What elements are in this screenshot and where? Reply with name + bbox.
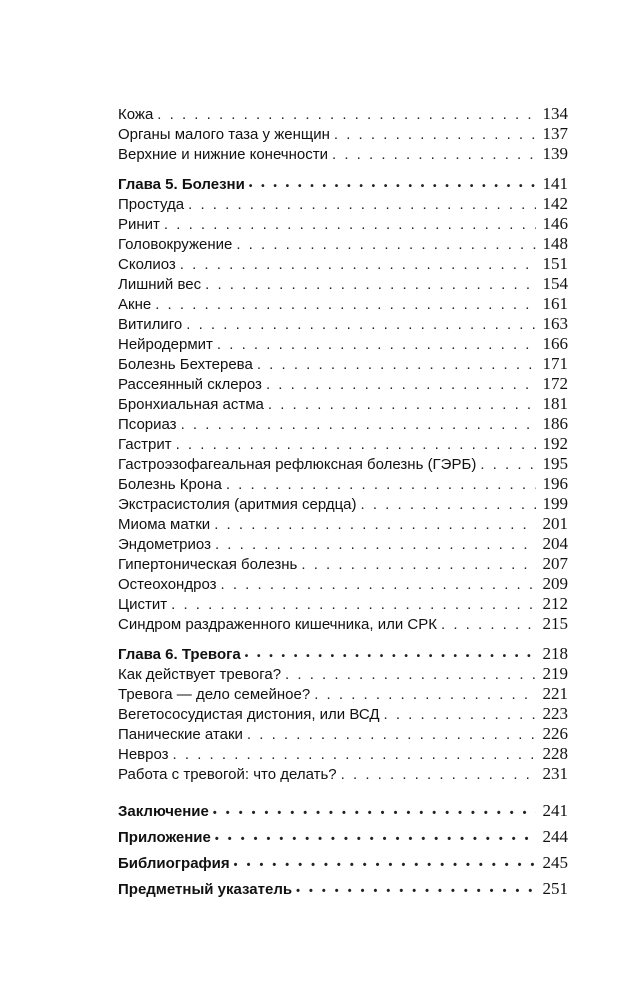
toc-entry[interactable]	[118, 214, 568, 234]
toc-entry[interactable]	[118, 414, 568, 434]
toc-entry-page: 166	[542, 334, 568, 353]
toc-entry[interactable]	[118, 124, 568, 144]
toc-entry[interactable]	[118, 744, 568, 764]
toc-entry-title: Остеохондроз	[118, 576, 217, 593]
toc-entry[interactable]	[118, 374, 568, 394]
toc-entry[interactable]	[118, 194, 568, 214]
toc-entry[interactable]	[118, 724, 568, 744]
toc-entry[interactable]	[118, 574, 568, 594]
chapter-title: Глава 5. Болезни	[118, 176, 245, 193]
spacer	[118, 634, 568, 644]
toc-entry-page: 215	[542, 614, 568, 633]
dot-leader	[268, 395, 536, 415]
toc-entry-title: Головокружение	[118, 236, 233, 253]
toc-entry-title: Акне	[118, 296, 152, 313]
toc-entry-page: 139	[542, 144, 568, 163]
toc-entry-title: Экстрасистолия (аритмия сердца)	[118, 496, 357, 513]
toc-entry[interactable]	[118, 534, 568, 554]
toc-entry-title: Цистит	[118, 596, 168, 613]
dot-leader	[188, 195, 536, 215]
dot-leader	[234, 851, 536, 878]
toc-entry[interactable]	[118, 474, 568, 494]
toc-entry-title: Ринит	[118, 216, 160, 233]
toc-entry-title: Панические атаки	[118, 726, 243, 743]
toc-entry[interactable]	[118, 104, 568, 124]
dot-leader	[266, 375, 536, 395]
toc-entry-page: 151	[542, 254, 568, 273]
toc-appendix[interactable]	[118, 824, 568, 850]
toc-entry-title: Кожа	[118, 106, 154, 123]
spacer	[118, 784, 568, 798]
chapter-page: 218	[542, 644, 568, 663]
toc-entry-title: Как действует тревога?	[118, 666, 282, 683]
toc-entry[interactable]	[118, 664, 568, 684]
toc-entry[interactable]	[118, 494, 568, 514]
toc-entry-title: Эндометриоз	[118, 536, 211, 553]
toc-chapter-6[interactable]	[118, 644, 568, 664]
toc-entry-title: Синдром раздраженного кишечника, или СРК	[118, 616, 437, 633]
dot-leader	[332, 145, 536, 165]
toc-entry-title: Гастроэзофагеальная рефлюксная болезнь (ГЭРБ)	[118, 456, 477, 473]
toc-entry[interactable]	[118, 514, 568, 534]
dot-leader	[164, 215, 536, 235]
toc-entry[interactable]	[118, 764, 568, 784]
dot-leader	[214, 515, 536, 535]
toc-entry[interactable]	[118, 394, 568, 414]
dot-leader	[155, 295, 536, 315]
dot-leader	[247, 725, 536, 745]
dot-leader	[213, 799, 536, 826]
toc-entry[interactable]	[118, 144, 568, 164]
toc-entry-title: Гастрит	[118, 436, 172, 453]
toc-entry-title: Витилиго	[118, 316, 183, 333]
dot-leader	[221, 575, 537, 595]
toc-entry-title: Тревога — дело семейное?	[118, 686, 311, 703]
dot-leader	[361, 495, 536, 515]
toc-conclusion[interactable]	[118, 798, 568, 824]
toc-index[interactable]	[118, 876, 568, 902]
toc-entry-page: 212	[542, 594, 568, 613]
toc-entry-page: 146	[542, 214, 568, 233]
dot-leader	[236, 235, 536, 255]
dot-leader	[257, 355, 536, 375]
toc-entry[interactable]	[118, 554, 568, 574]
toc-entry-title: Органы малого таза у женщин	[118, 126, 330, 143]
dot-leader	[245, 645, 536, 667]
toc-entry[interactable]	[118, 684, 568, 704]
section-page: 251	[542, 879, 568, 898]
toc-entry-title: Невроз	[118, 746, 169, 763]
toc-entry[interactable]	[118, 274, 568, 294]
toc-entry[interactable]	[118, 614, 568, 634]
dot-leader	[249, 175, 536, 197]
section-title: Заключение	[118, 803, 209, 820]
toc-entry-page: 181	[542, 394, 568, 413]
toc-entry-page: 172	[542, 374, 568, 393]
chapter-page: 141	[542, 174, 568, 193]
dot-leader	[205, 275, 536, 295]
section-page: 241	[542, 801, 568, 820]
toc-entry-title: Рассеянный склероз	[118, 376, 262, 393]
toc-entry-page: 201	[542, 514, 568, 533]
toc-chapter-5[interactable]	[118, 174, 568, 194]
toc-entry-page: 231	[542, 764, 568, 783]
toc-entry-page: 199	[542, 494, 568, 513]
toc-entry-title: Псориаз	[118, 416, 177, 433]
toc-entry[interactable]	[118, 454, 568, 474]
toc-entry-title: Болезнь Бехтерева	[118, 356, 253, 373]
toc-entry-title: Болезнь Крона	[118, 476, 222, 493]
toc-entry-page: 154	[542, 274, 568, 293]
toc-entry-page: 192	[542, 434, 568, 453]
dot-leader	[314, 685, 536, 705]
toc-entry-page: 186	[542, 414, 568, 433]
dot-leader	[176, 435, 536, 455]
toc-entry-page: 223	[542, 704, 568, 723]
toc-entry-page: 226	[542, 724, 568, 743]
toc-entry[interactable]	[118, 704, 568, 724]
toc-entry-page: 228	[542, 744, 568, 763]
toc-entry[interactable]	[118, 294, 568, 314]
dot-leader	[301, 555, 536, 575]
toc-entry-title: Верхние и нижние конечности	[118, 146, 328, 163]
dot-leader	[181, 415, 536, 435]
toc-entry-page: 221	[542, 684, 568, 703]
dot-leader	[215, 825, 536, 852]
chapter-title: Глава 6. Тревога	[118, 646, 241, 663]
toc-entry-page: 196	[542, 474, 568, 493]
toc-entry-page: 163	[542, 314, 568, 333]
section-page: 244	[542, 827, 568, 846]
toc-entry-title: Лишний вес	[118, 276, 202, 293]
table-of-contents	[118, 104, 568, 902]
toc-entry-title: Гипертоническая болезнь	[118, 556, 298, 573]
spacer	[118, 164, 568, 174]
dot-leader	[341, 765, 536, 785]
toc-entry-title: Бронхиальная астма	[118, 396, 264, 413]
toc-entry-title: Нейродермит	[118, 336, 213, 353]
toc-entry-page: 219	[542, 664, 568, 683]
dot-leader	[334, 125, 536, 145]
toc-entry-page: 207	[542, 554, 568, 573]
toc-entry[interactable]	[118, 314, 568, 334]
dot-leader	[296, 877, 536, 904]
toc-entry-page: 134	[542, 104, 568, 123]
toc-entry-page: 148	[542, 234, 568, 253]
dot-leader	[480, 455, 536, 475]
toc-entry-title: Простуда	[118, 196, 185, 213]
toc-entry-page: 209	[542, 574, 568, 593]
dot-leader	[157, 105, 536, 125]
toc-entry-page: 161	[542, 294, 568, 313]
toc-entry-page: 142	[542, 194, 568, 213]
dot-leader	[173, 745, 536, 765]
dot-leader	[441, 615, 536, 635]
toc-entry-title: Миома матки	[118, 516, 211, 533]
toc-entry[interactable]	[118, 434, 568, 454]
toc-entry[interactable]	[118, 234, 568, 254]
toc-entry-title: Вегетососудистая дистония, или ВСД	[118, 706, 380, 723]
dot-leader	[285, 665, 536, 685]
toc-entry[interactable]	[118, 254, 568, 274]
dot-leader	[226, 475, 536, 495]
toc-bibliography[interactable]	[118, 850, 568, 876]
dot-leader	[217, 335, 536, 355]
toc-entry-title: Работа с тревогой: что делать?	[118, 766, 337, 783]
toc-entry-page: 137	[542, 124, 568, 143]
toc-entry[interactable]	[118, 354, 568, 374]
section-title: Приложение	[118, 829, 211, 846]
section-title: Предметный указатель	[118, 881, 293, 898]
toc-entry-page: 204	[542, 534, 568, 553]
toc-entry-page: 171	[542, 354, 568, 373]
section-page: 245	[542, 853, 568, 872]
toc-entry-title: Сколиоз	[118, 256, 176, 273]
dot-leader	[384, 705, 537, 725]
section-title: Библиография	[118, 855, 230, 872]
dot-leader	[186, 315, 536, 335]
dot-leader	[215, 535, 536, 555]
dot-leader	[180, 255, 536, 275]
toc-entry[interactable]	[118, 594, 568, 614]
dot-leader	[171, 595, 536, 615]
toc-entry[interactable]	[118, 334, 568, 354]
toc-entry-page: 195	[542, 454, 568, 473]
